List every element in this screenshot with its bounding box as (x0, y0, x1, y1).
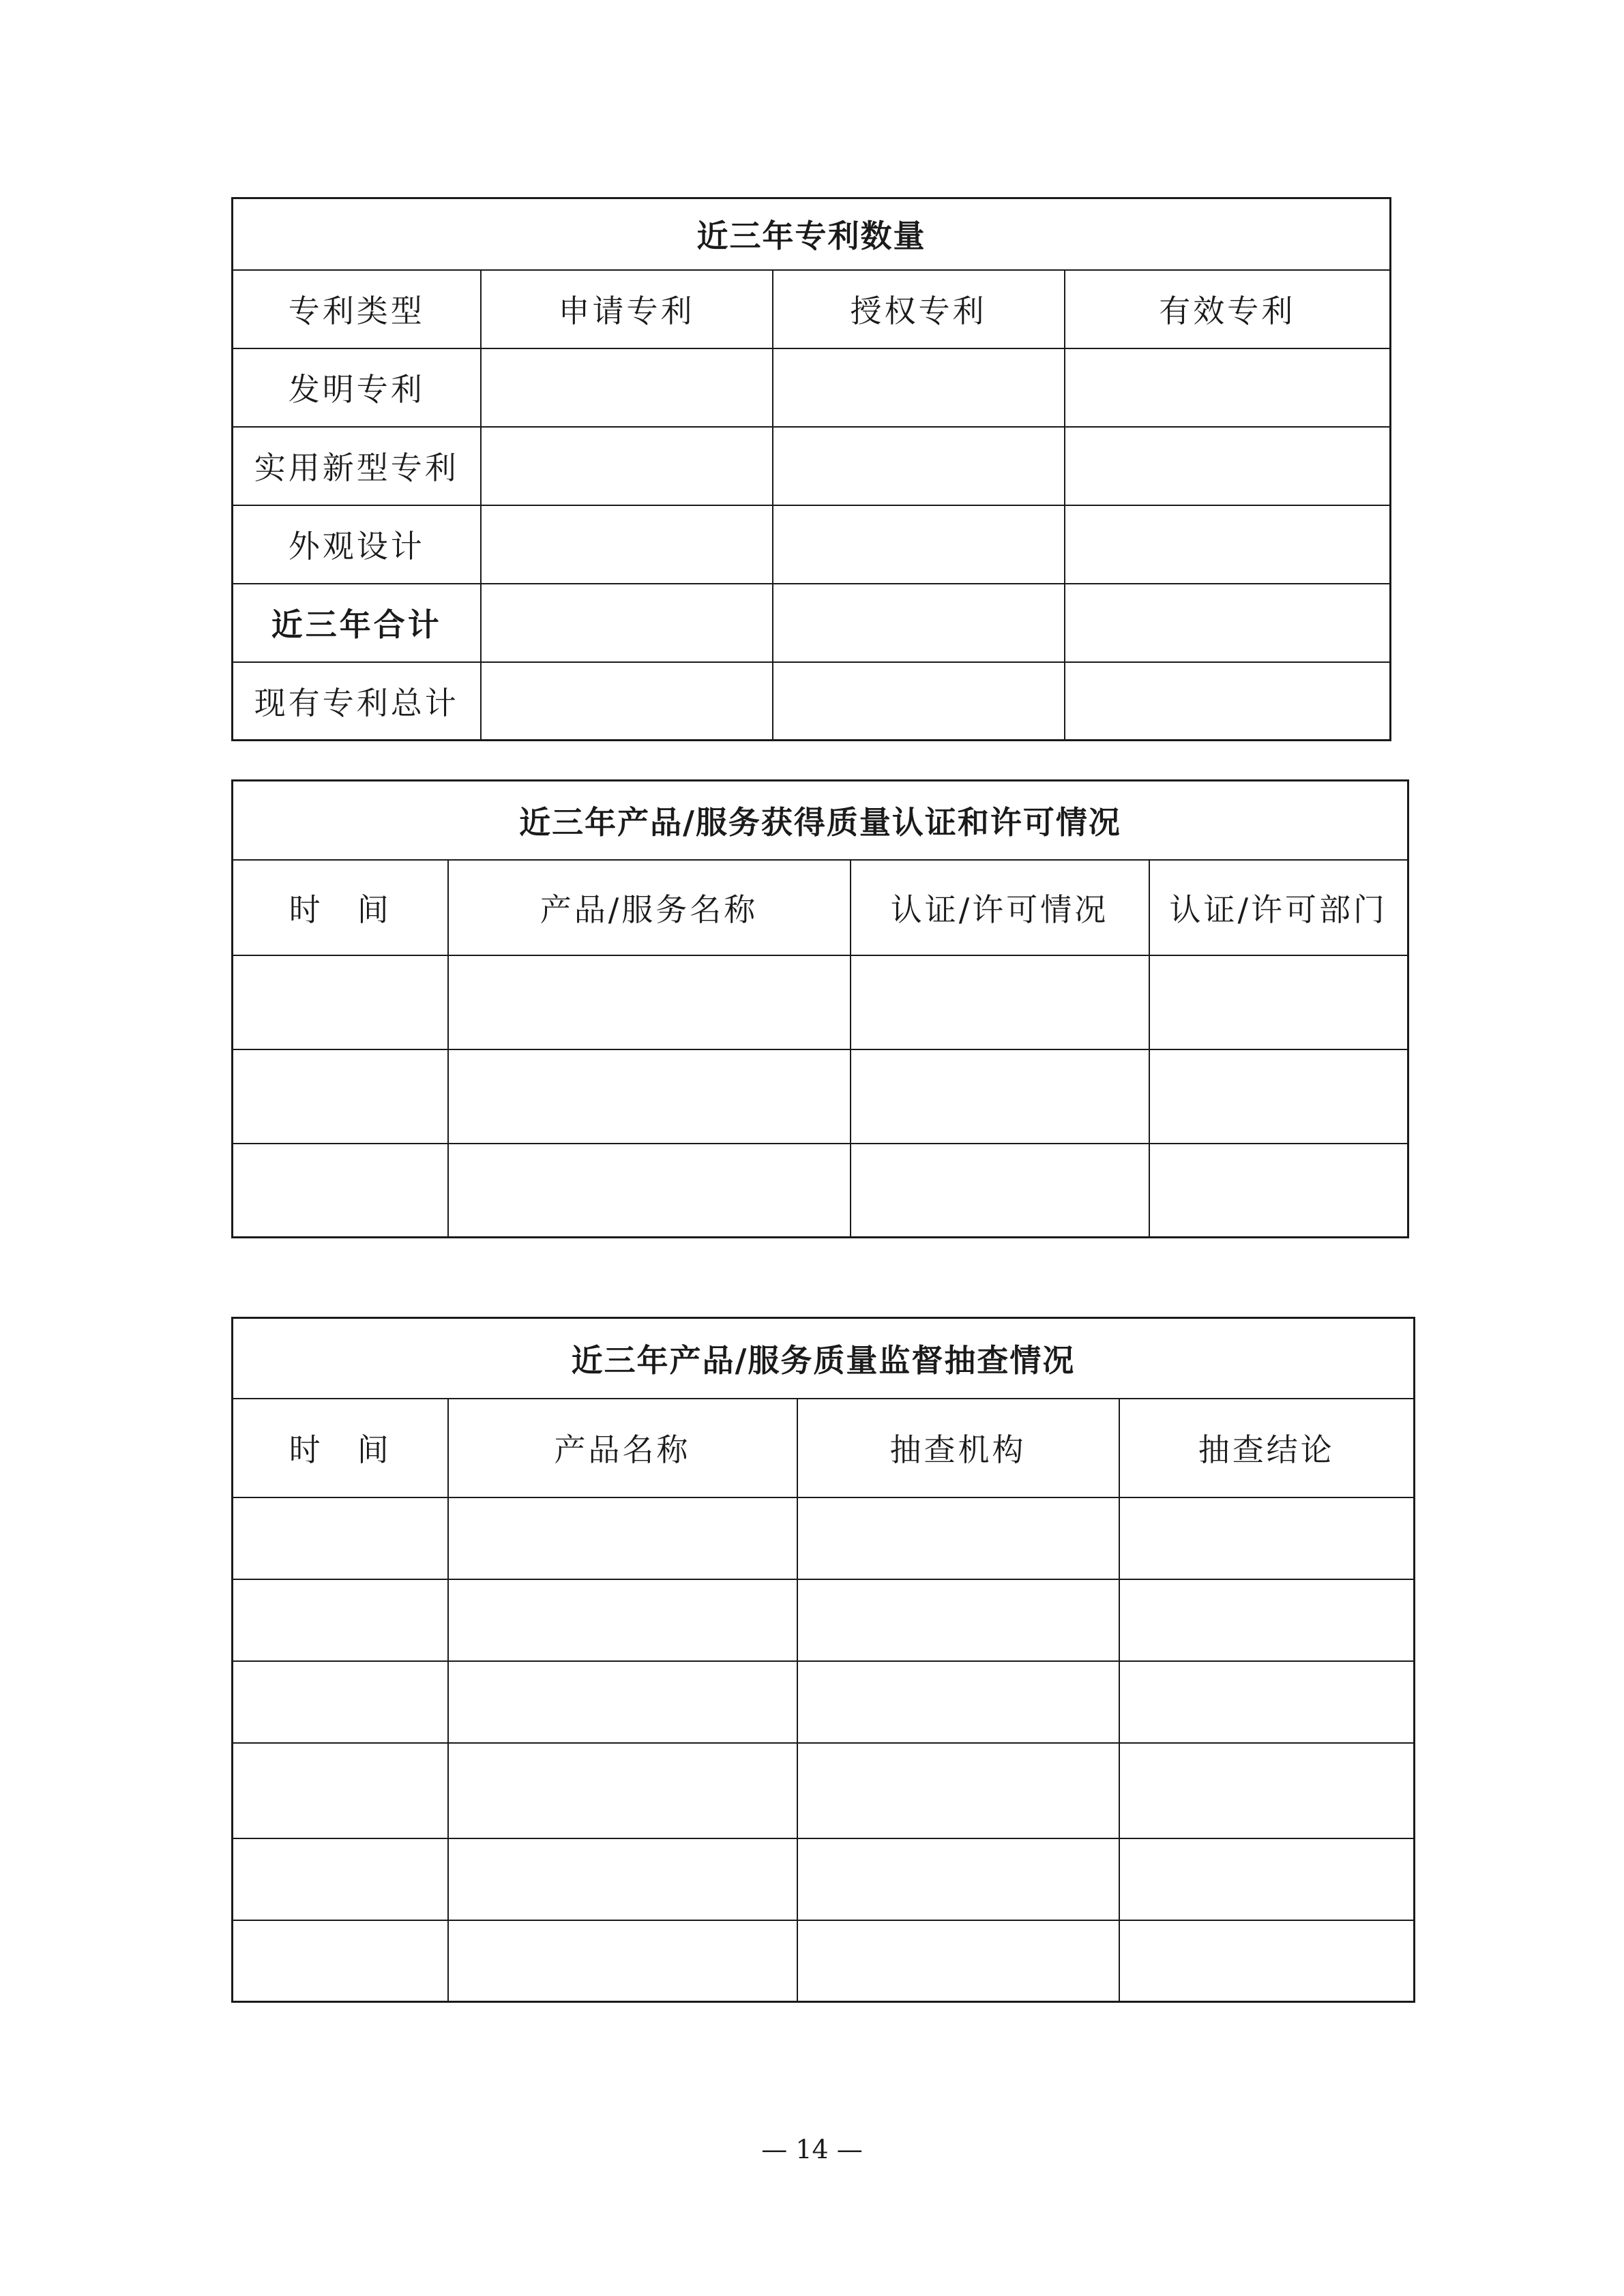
input-cell[interactable] (797, 1661, 1119, 1743)
table-row (233, 1838, 1415, 1920)
header-product-service-name: 产品/服务名称 (448, 860, 851, 955)
header-patent-type: 专利类型 (233, 270, 481, 348)
input-cell[interactable] (233, 1049, 448, 1144)
header-applied: 申请专利 (481, 270, 773, 348)
input-cell[interactable] (1065, 584, 1391, 662)
table-row (233, 1144, 1408, 1238)
inspection-table (231, 1317, 1415, 2003)
table-row (233, 955, 1408, 1049)
header-cert-status: 认证/许可情况 (851, 860, 1149, 955)
certification-table (231, 779, 1409, 1238)
input-cell[interactable] (448, 1661, 797, 1743)
input-cell[interactable] (1119, 1497, 1415, 1579)
row-label: 外观设计 (233, 505, 481, 584)
row-label: 现有专利总计 (233, 662, 481, 741)
table-row (233, 662, 1391, 741)
input-cell[interactable] (233, 1838, 448, 1920)
row-label: 发明专利 (233, 348, 481, 427)
input-cell[interactable] (1065, 348, 1391, 427)
input-cell[interactable] (773, 505, 1065, 584)
input-cell[interactable] (1065, 505, 1391, 584)
input-cell[interactable] (773, 427, 1065, 505)
input-cell[interactable] (1119, 1920, 1415, 2002)
input-cell[interactable] (773, 662, 1065, 741)
patent-table-title: 近三年专利数量 (233, 198, 1391, 270)
input-cell[interactable] (448, 1049, 851, 1144)
input-cell[interactable] (1119, 1743, 1415, 1838)
input-cell[interactable] (481, 505, 773, 584)
inspection-table-title: 近三年产品/服务质量监督抽查情况 (233, 1318, 1415, 1399)
input-cell[interactable] (233, 1497, 448, 1579)
input-cell[interactable] (851, 1144, 1149, 1238)
input-cell[interactable] (1149, 1144, 1408, 1238)
input-cell[interactable] (797, 1920, 1119, 2002)
header-product-name: 产品名称 (448, 1399, 797, 1497)
input-cell[interactable] (1119, 1661, 1415, 1743)
table-row (233, 1579, 1415, 1661)
input-cell[interactable] (1065, 427, 1391, 505)
table-row (233, 505, 1391, 584)
header-granted: 授权专利 (773, 270, 1065, 348)
table-row (233, 584, 1391, 662)
input-cell[interactable] (448, 1144, 851, 1238)
input-cell[interactable] (1149, 1049, 1408, 1144)
input-cell[interactable] (233, 1579, 448, 1661)
input-cell[interactable] (448, 955, 851, 1049)
input-cell[interactable] (797, 1838, 1119, 1920)
certification-table-title: 近三年产品/服务获得质量认证和许可情况 (233, 781, 1408, 860)
header-cert-department: 认证/许可部门 (1149, 860, 1408, 955)
input-cell[interactable] (448, 1743, 797, 1838)
patent-count-table (231, 197, 1391, 741)
input-cell[interactable] (1065, 662, 1391, 741)
input-cell[interactable] (1149, 955, 1408, 1049)
table-row (233, 427, 1391, 505)
input-cell[interactable] (233, 1144, 448, 1238)
input-cell[interactable] (448, 1497, 797, 1579)
page-number: — 14 — (761, 2134, 863, 2164)
input-cell[interactable] (233, 1743, 448, 1838)
input-cell[interactable] (233, 1920, 448, 2002)
input-cell[interactable] (1119, 1838, 1415, 1920)
row-label: 近三年合计 (233, 584, 481, 662)
input-cell[interactable] (448, 1838, 797, 1920)
table-row (233, 1497, 1415, 1579)
input-cell[interactable] (797, 1743, 1119, 1838)
header-time: 时 间 (233, 1399, 448, 1497)
header-time: 时 间 (233, 860, 448, 955)
table-row (233, 1920, 1415, 2002)
input-cell[interactable] (481, 427, 773, 505)
input-cell[interactable] (797, 1497, 1119, 1579)
input-cell[interactable] (797, 1579, 1119, 1661)
table-row (233, 1661, 1415, 1743)
table-row (233, 348, 1391, 427)
input-cell[interactable] (773, 584, 1065, 662)
input-cell[interactable] (233, 1661, 448, 1743)
input-cell[interactable] (851, 955, 1149, 1049)
input-cell[interactable] (773, 348, 1065, 427)
row-label: 实用新型专利 (233, 427, 481, 505)
header-inspection-agency: 抽查机构 (797, 1399, 1119, 1497)
header-inspection-conclusion: 抽查结论 (1119, 1399, 1415, 1497)
input-cell[interactable] (481, 662, 773, 741)
table-row (233, 1743, 1415, 1838)
input-cell[interactable] (851, 1049, 1149, 1144)
table-row (233, 1049, 1408, 1144)
input-cell[interactable] (448, 1920, 797, 2002)
input-cell[interactable] (233, 955, 448, 1049)
input-cell[interactable] (481, 584, 773, 662)
header-valid: 有效专利 (1065, 270, 1391, 348)
input-cell[interactable] (481, 348, 773, 427)
input-cell[interactable] (448, 1579, 797, 1661)
input-cell[interactable] (1119, 1579, 1415, 1661)
